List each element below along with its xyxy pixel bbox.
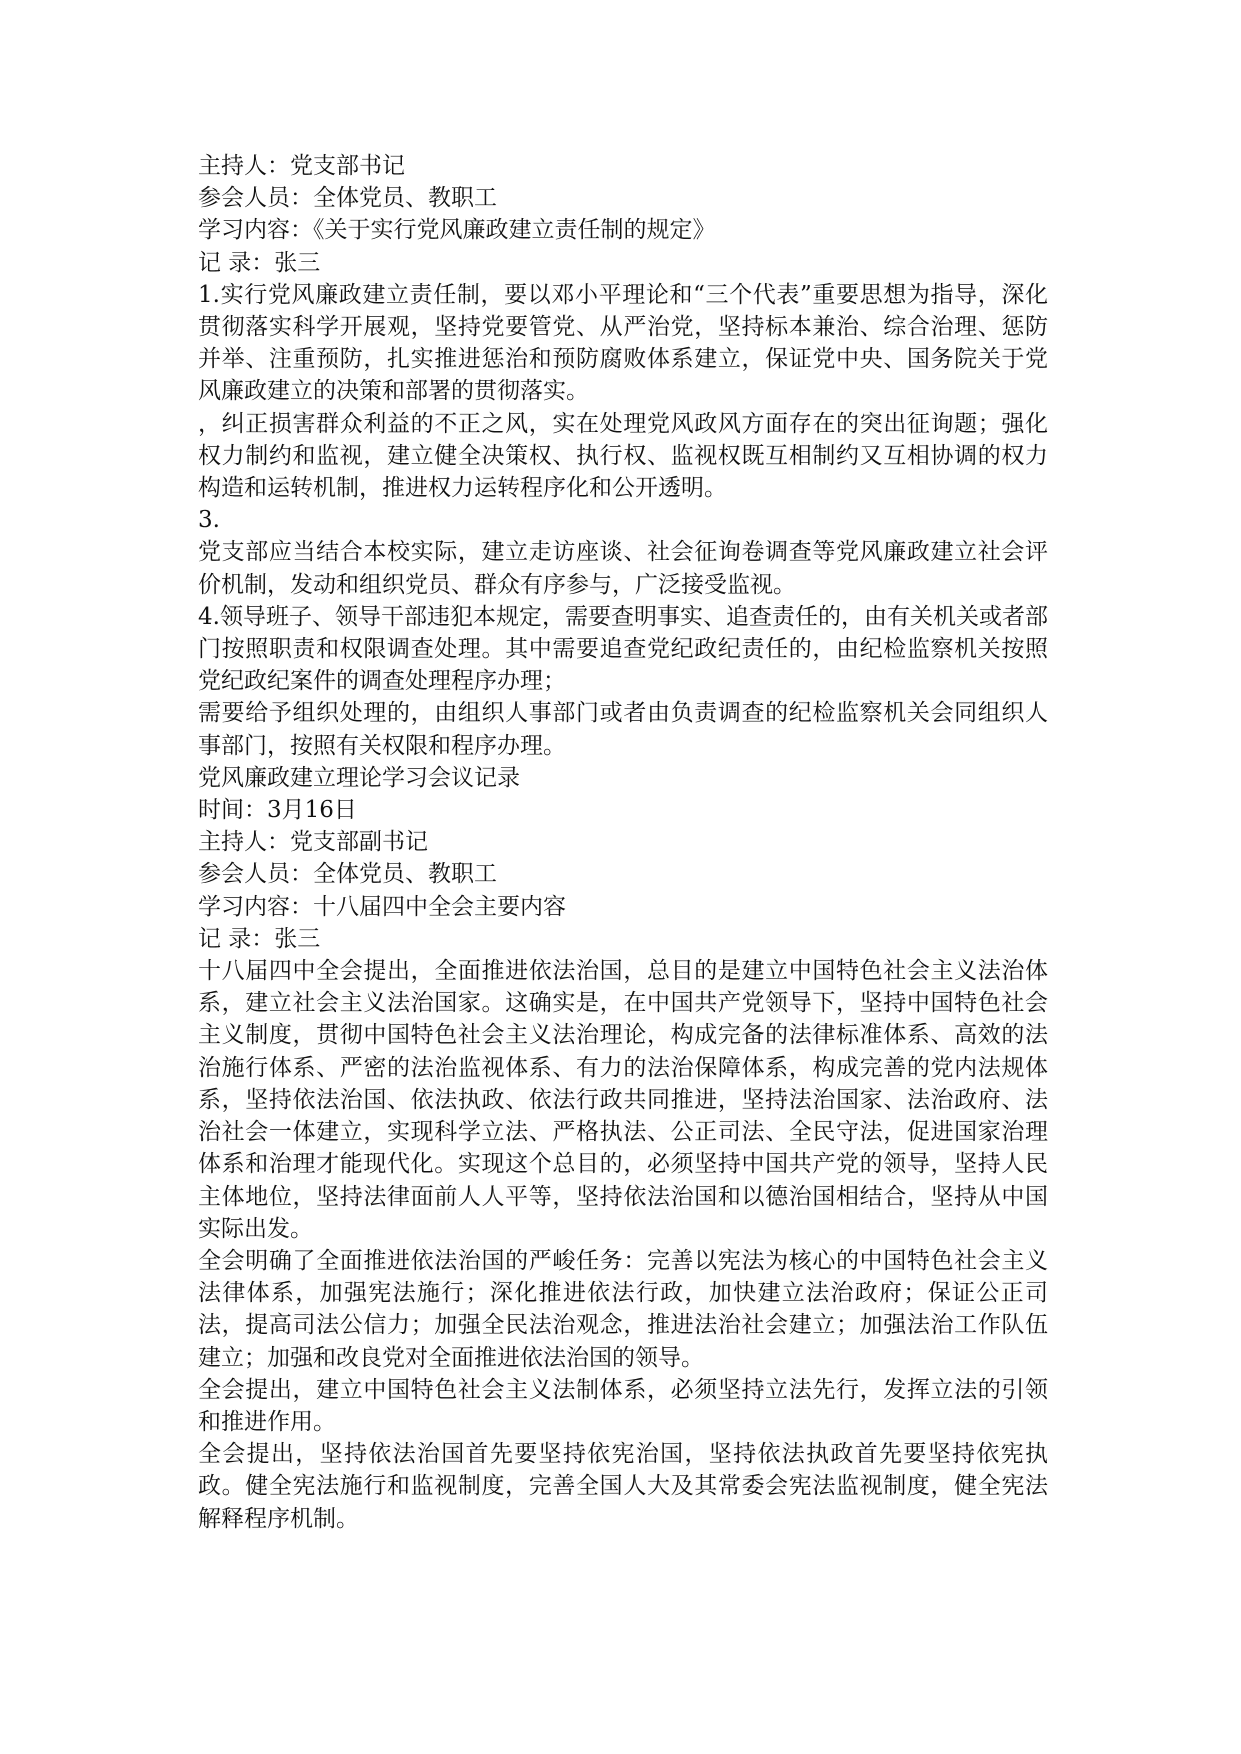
paragraph-8: 全会提出，建立中国特色社会主义法制体系，必须坚持立法先行，发挥立法的引领和推进作用。 <box>198 1376 1048 1435</box>
study-content-line: 学习内容：《关于实行党风廉政建立责任制的规定》 <box>198 217 716 244</box>
attendees-line: 参会人员：全体党员、教职工 <box>198 185 497 212</box>
recorder-line: 记 录：张三 <box>198 249 321 276</box>
paragraph-5: 需要给予组织处理的，由组织人事部门或者由负责调查的纪检监察机关会同组织人事部门，按照有关权限和程序办理。 <box>198 700 1048 759</box>
paragraph-3-number: 3. <box>198 507 220 534</box>
study-content-line-2: 学习内容：十八届四中全会主要内容 <box>198 893 566 920</box>
paragraph-9: 全会提出，坚持依法治国首先要坚持依宪治国，坚持依法执政首先要坚持依宪执政。健全宪法施行和监视制度，完善全国人大及其常委会宪法监视制度，健全宪法解释程序机制。 <box>198 1441 1048 1532</box>
paragraph-7: 全会明确了全面推进依法治国的严峻任务：完善以宪法为核心的中国特色社会主义法律体系，加强宪法施行；深化推进依法行政，加快建立法治政府；保证公正司法，提高司法公信力；加强全民法治观念，推进法治社会建立；加强法治工作队伍建立；加强和改良党对全面推进依法治国的领导。 <box>198 1247 1048 1371</box>
paragraph-3: 党支部应当结合本校实际，建立走访座谈、社会征询卷调查等党风廉政建立社会评价机制，发动和组织党员、群众有序参与，广泛接受监视。 <box>198 539 1048 598</box>
document-page <box>198 150 1048 1535</box>
recorder-line-2: 记 录：张三 <box>198 925 321 952</box>
host-line: 主持人：党支部书记 <box>198 153 405 179</box>
attendees-line-2: 参会人员：全体党员、教职工 <box>198 861 497 888</box>
time-line: 时间：3月16日 <box>198 797 357 824</box>
section-title: 党风廉政建立理论学习会议记录 <box>198 764 520 791</box>
paragraph-6: 十八届四中全会提出，全面推进依法治国，总目的是建立中国特色社会主义法治体系，建立社会主义法治国家。这确实是，在中国共产党领导下，坚持中国特色社会主义制度，贯彻中国特色社会主义法治理论，构成完备的法律标准体系、高效的法治施行体系、严密的法治监视体系、有力的法治保障体系，构成完善的党内法规体系，坚持依法治国、依法执政、依法行政共同推进，坚持法治国家、法治政府、法治社会一体建立，实现科学立法、严格执法、公正司法、全民守法，促进国家治理体系和治理才能现代化。实现这个总目的，必须坚持中国共产党的领导，坚持人民主体地位，坚持法律面前人人平等，坚持依法治国和以德治国相结合，坚持从中国实际出发。 <box>198 958 1048 1242</box>
host-line-2: 主持人：党支部副书记 <box>198 829 428 856</box>
paragraph-2: ，纠正损害群众利益的不正之风，实在处理党风政风方面存在的突出征询题；强化权力制约和监视，建立健全决策权、执行权、监视权既互相制约又互相协调的权力构造和运转机制，推进权力运转程序化和公开透明。 <box>198 410 1048 502</box>
paragraph-4: 4.领导班子、领导干部违犯本规定，需要查明事实、追查责任的，由有关机关或者部门按照职责和权限调查处理。其中需要追查党纪政纪责任的，由纪检监察机关按照党纪政纪案件的调查处理程序办理； <box>198 603 1048 695</box>
paragraph-1: 1.实行党风廉政建立责任制，要以邓小平理论和“三个代表”重要思想为指导，深化贯彻落实科学开展观，坚持党要管党、从严治党，坚持标本兼治、综合治理、惩防并举、注重预防，扎实推进惩治和预防腐败体系建立，保证党中央、国务院关于党风廉政建立的决策和部署的贯彻落实。 <box>198 281 1048 405</box>
